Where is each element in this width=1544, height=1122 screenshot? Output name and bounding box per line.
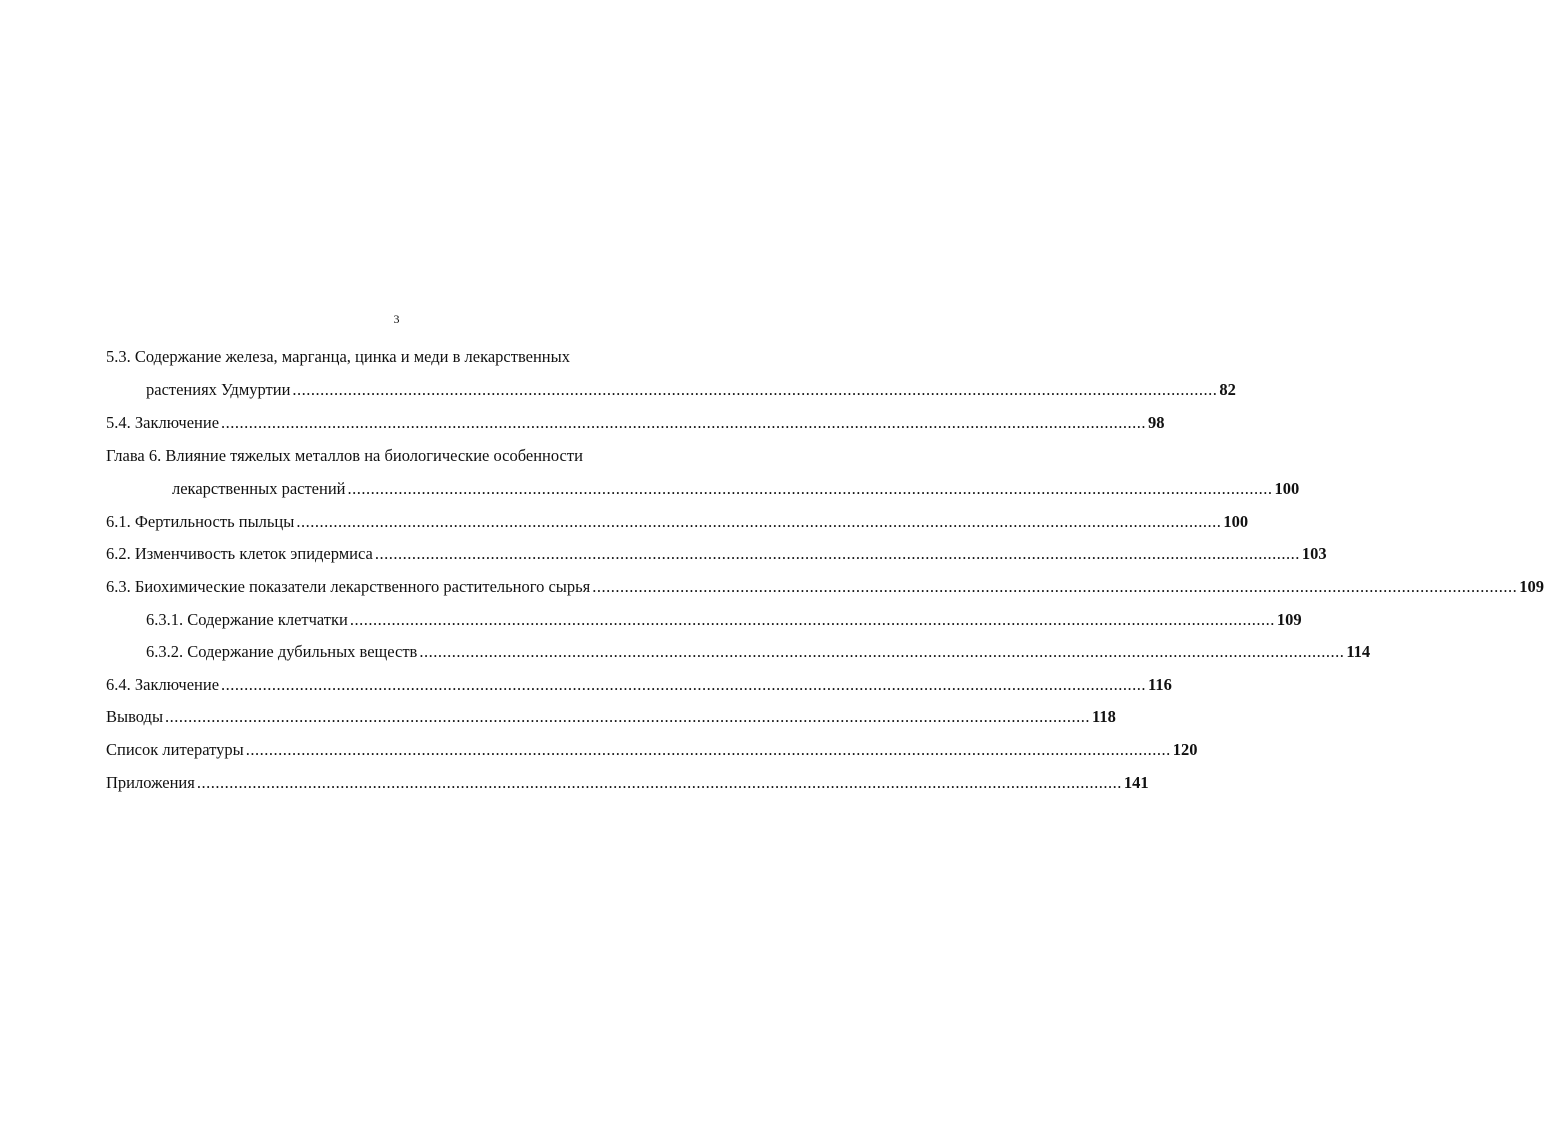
toc-page-number: 100	[1274, 479, 1300, 498]
toc-entry-title: 5.4. Заключение	[106, 413, 220, 432]
toc-entry-title: 6.3. Биохимические показатели лекарственного растительного сырья	[106, 577, 591, 596]
toc-entry-title: растениях Удмуртии	[146, 380, 291, 399]
toc-entry-5-3-title	[106, 343, 646, 371]
toc-leader-dots: ........................................................................................................................................................................................................	[221, 413, 1147, 432]
toc-entry-title: 6.4. Заключение	[106, 675, 220, 694]
page-number: 3	[393, 312, 400, 326]
toc-page-number: 118	[1092, 707, 1116, 726]
toc-entry-6-3-1	[146, 606, 1302, 634]
toc-entry-title: Список литературы	[106, 740, 244, 759]
toc-entry-6-3	[106, 573, 1544, 601]
toc-entry-title: 6.2. Изменчивость клеток эпидермиса	[106, 544, 373, 563]
toc-entry-title: Приложения	[106, 773, 195, 792]
toc-leader-dots: ........................................................................................................................................................................................................	[349, 610, 1275, 629]
toc-page-number: 109	[1276, 610, 1302, 629]
toc-page-number: 120	[1172, 740, 1198, 759]
toc-entry-references	[106, 736, 1198, 764]
toc-entry-6-4	[106, 671, 1172, 699]
toc-leader-dots: ........................................................................................................................................................................................................	[419, 642, 1345, 661]
toc-page-number: 116	[1148, 675, 1172, 694]
toc-page-number: 114	[1346, 642, 1371, 661]
toc-page-number: 82	[1219, 380, 1236, 399]
toc-entry-6-1	[106, 508, 1249, 536]
toc-entry-title: 5.3. Содержание железа, марганца, цинка и меди в лекарственных	[106, 347, 570, 366]
toc-entry-title: 6.1. Фертильность пыльцы	[106, 512, 295, 531]
toc-entry-title: 6.3.1. Содержание клетчатки	[146, 610, 348, 629]
toc-page-number: 100	[1223, 512, 1249, 531]
toc-entry-title: лекарственных растений	[172, 479, 346, 498]
toc-page-number: 141	[1123, 773, 1149, 792]
toc-leader-dots: ........................................................................................................................................................................................................	[347, 479, 1273, 498]
toc-entry-5-3	[146, 376, 1236, 404]
toc-chapter-6-title	[106, 442, 666, 470]
toc-entry-title: 6.3.2. Содержание дубильных веществ	[146, 642, 418, 661]
toc-leader-dots: ........................................................................................................................................................................................................	[292, 380, 1218, 399]
toc-entry-conclusions	[106, 703, 1116, 731]
toc-entry-6-2	[106, 540, 1327, 568]
toc-leader-dots: ........................................................................................................................................................................................................	[245, 740, 1171, 759]
toc-leader-dots: ........................................................................................................................................................................................................	[374, 544, 1300, 563]
toc-leader-dots: ........................................................................................................................................................................................................	[221, 675, 1147, 694]
toc-page-number: 103	[1301, 544, 1327, 563]
toc-chapter-6	[172, 475, 1300, 503]
toc-leader-dots: ........................................................................................................................................................................................................	[592, 577, 1518, 596]
toc-leader-dots: ........................................................................................................................................................................................................	[296, 512, 1222, 531]
toc-entry-title: Глава 6. Влияние тяжелых металлов на биологические особенности	[106, 446, 583, 465]
toc-page-number: 109	[1519, 577, 1544, 596]
toc-page-number: 98	[1148, 413, 1165, 432]
toc-entry-appendices	[106, 769, 1149, 797]
toc-entry-6-3-2	[146, 638, 1371, 666]
toc-leader-dots: ........................................................................................................................................................................................................	[196, 773, 1122, 792]
toc-entry-title: Выводы	[106, 707, 164, 726]
toc-entry-5-4	[106, 409, 1165, 437]
toc-leader-dots: ........................................................................................................................................................................................................	[165, 707, 1091, 726]
